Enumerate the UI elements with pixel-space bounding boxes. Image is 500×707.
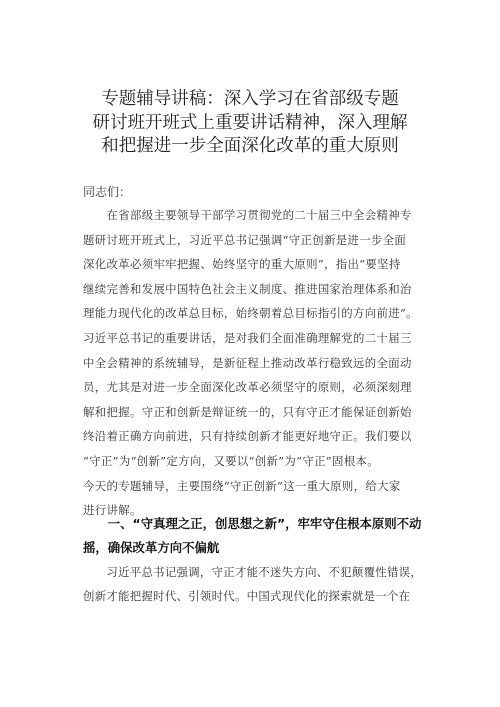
paragraph-line: 进行讲解。 (83, 503, 142, 518)
paragraph-line: 习近平总书记的重要讲话，是对我们全面准确理解党的二十届三 (83, 330, 412, 345)
paragraph-line: 创新才能把握时代、引领时代。中国式现代化的探索就是一个在 (83, 589, 411, 603)
paragraph-line: 深化改革必须牢牢把握、始终坚守的重大原则”，指出“要坚持 (83, 257, 401, 272)
paragraph-line: 中全会精神的系统辅导，是新征程上推动改革行稳致远的全面动 (83, 355, 412, 370)
paragraph-1 (83, 203, 438, 523)
heading-line: 一、“守真理之正，创思想之新”，牢牢守住根本原则不动 (83, 516, 422, 531)
paragraph-2 (83, 560, 443, 608)
paragraph-line: 终沿着正确方向前进，只有持续创新才能更好地守正。我们要以 (83, 429, 412, 444)
paragraph-line: 解和把握。守正和创新是辩证统一的，只有守正才能保证创新始 (83, 404, 412, 419)
paragraph-line: “守正”为“创新”定方向，又要以“创新”为“守正”固根本。 (83, 453, 379, 468)
title-line: 研讨班开班式上重要讲话精神，深入理解 (92, 112, 408, 133)
title-line: 和把握进一步全面深化改革的重大原则 (101, 136, 399, 156)
paragraph-line: 员，尤其是对进一步全面深化改革必须坚守的原则，必须深刻理 (83, 380, 412, 395)
document-title (60, 88, 440, 159)
paragraph-line: 继续完善和发展中国特色社会主义制度、推进国家治理体系和治 (83, 281, 412, 296)
paragraph-line: 今天的专题辅导，主要围绕“守正创新”这一重大原则，给大家 (83, 478, 401, 493)
paragraph-line: 在省部级主要领导干部学习贯彻党的二十届三中全会精神专 (83, 208, 412, 222)
paragraph-line: 题研讨班开班式上，习近平总书记强调“守正创新是进一步全面 (83, 232, 407, 247)
paragraph-line: 理能力现代化的改革总目标，始终朝着总目标指引的方向前进”。 (83, 306, 418, 321)
greeting: 同志们： (83, 185, 132, 199)
heading-line: 摇，确保改革方向不偏航 (83, 539, 220, 555)
paragraph-line: 习近平总书记强调，守正才能不迷失方向、不犯颠覆性错误， (83, 565, 423, 579)
title-line: 专题辅导讲稿：深入学习在省部级专题 (101, 89, 399, 109)
section-heading-1 (83, 512, 443, 559)
